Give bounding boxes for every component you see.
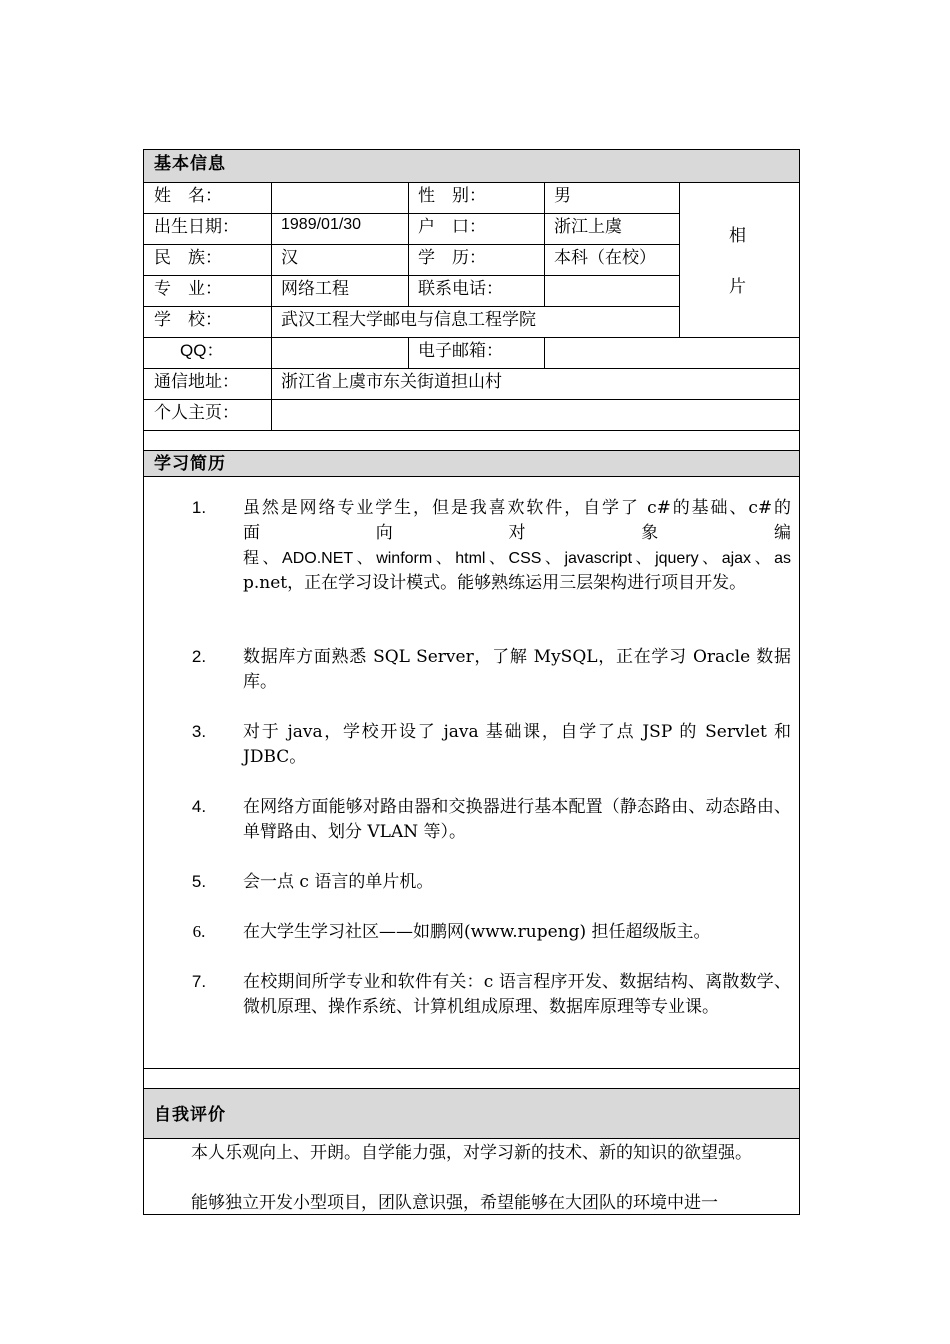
study-item-number: 6. [192, 922, 206, 941]
school-value: 武汉工程大学邮电与信息工程学院 [281, 310, 536, 330]
study-item: 会一点 c 语言的单片机。 [243, 872, 434, 892]
study-item-line: p.net，正在学习设计模式。能够熟练运用三层架构进行项目开发。 [243, 573, 747, 593]
hukou-value: 浙江上虞 [554, 217, 622, 237]
study-item [243, 496, 791, 596]
education-label: 学 历： [418, 248, 486, 268]
rule [144, 1068, 799, 1069]
self-eval-heading: 自我评价 [154, 1105, 226, 1125]
education-value: 本科（在校） [554, 248, 656, 268]
study-item-line: 虽然是网络专业学生，但是我喜欢软件，自学了 c#的基础、c#的 [243, 498, 791, 518]
study-header-band [144, 451, 799, 476]
self-eval-paragraph: 本人乐观向上、开朗。自学能力强，对学习新的技术、新的知识的欲望强。 [191, 1143, 752, 1163]
photo-placeholder-line1: 相 [729, 226, 746, 246]
ethnicity-value: 汉 [281, 248, 298, 268]
study-item: 对于 java，学校开设了 java 基础课，自学了点 JSP 的 Servlet 和 JDBC。 [243, 722, 791, 767]
rule [144, 476, 799, 477]
study-item-number: 4. [191, 797, 207, 816]
study-item: 在大学生学习社区——如鹏网(www.rupeng) 担任超级版主。 [243, 922, 711, 942]
rule [271, 182, 272, 431]
study-item-number: 7. [191, 972, 207, 991]
homepage-label: 个人主页： [154, 403, 239, 423]
study-item: 在校期间所学专业和软件有关：c 语言程序开发、数据结构、离散数学、微机原理、操作系统、计算机组成原理、数据库原理等专业课。 [243, 972, 791, 1017]
basic-info-header-band [144, 150, 799, 182]
study-item: 数据库方面熟悉 SQL Server，了解 MySQL，正在学习 Oracle 数据库。 [243, 647, 791, 692]
qq-label: QQ： [180, 341, 224, 360]
major-label: 专 业： [154, 279, 222, 299]
self-eval-paragraph: 能够独立开发小型项目，团队意识强，希望能够在大团队的环境中进一 [191, 1193, 718, 1213]
rule [679, 182, 680, 338]
address-value: 浙江省上虞市东关街道担山村 [281, 372, 502, 392]
study-item-number: 1. [191, 498, 207, 517]
study-item-number: 2. [191, 647, 207, 666]
rule [144, 337, 799, 338]
study-item-line: 面 向 对 象 编 [243, 523, 791, 543]
study-heading: 学习简历 [154, 454, 226, 474]
rule [144, 450, 799, 451]
rule [144, 213, 679, 214]
email-label: 电子邮箱： [418, 341, 503, 361]
address-label: 通信地址： [154, 372, 239, 392]
rule [544, 337, 545, 368]
major-value: 网络工程 [281, 279, 349, 299]
birth-value: 1989/01/30 [281, 216, 362, 233]
gender-label: 性 别： [418, 186, 486, 206]
birth-label: 出生日期： [154, 217, 239, 237]
photo-placeholder-line2: 片 [729, 277, 746, 297]
ethnicity-label: 民 族： [154, 248, 222, 268]
basic-info-heading: 基本信息 [154, 154, 226, 174]
hukou-label: 户 口： [418, 217, 486, 237]
self-eval-header-band [144, 1089, 799, 1138]
rule [544, 182, 545, 307]
rule [144, 182, 799, 183]
rule [408, 182, 409, 307]
resume-page [143, 149, 800, 1215]
study-item-number: 3. [191, 722, 207, 741]
rule [144, 368, 799, 369]
study-item-line: 程、ADO.NET、winform、html、CSS、javascript、jquery、ajax、as [243, 550, 791, 567]
study-item: 在网络方面能够对路由器和交换器进行基本配置（静态路由、动态路由、单臂路由、划分 VLAN 等）。 [243, 797, 791, 842]
school-label: 学 校： [154, 310, 222, 330]
resume-table [143, 149, 800, 1215]
rule [408, 337, 409, 368]
rule [144, 244, 679, 245]
name-label: 姓 名： [154, 186, 222, 206]
rule [144, 1138, 799, 1139]
gender-value: 男 [554, 186, 571, 206]
rule [144, 1088, 799, 1089]
study-item-number: 5. [191, 872, 207, 891]
rule [144, 275, 679, 276]
rule [144, 399, 799, 400]
rule [144, 306, 679, 307]
phone-label: 联系电话： [418, 279, 503, 299]
rule [144, 430, 799, 431]
